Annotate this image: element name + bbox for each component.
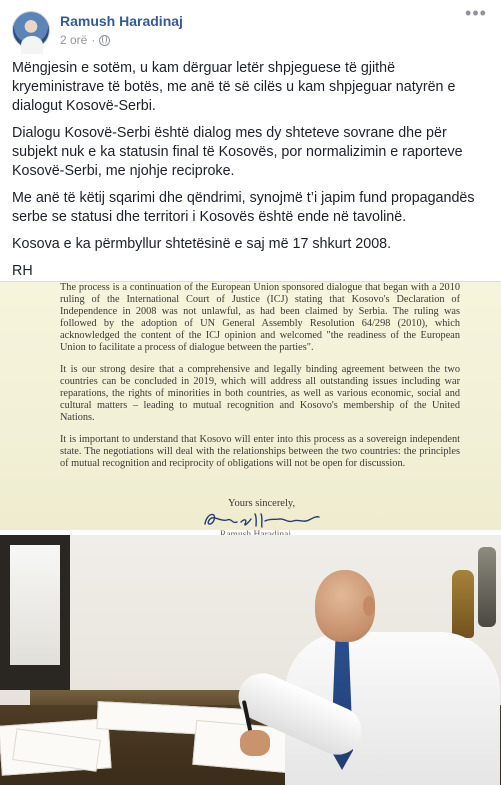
post-photo[interactable] bbox=[0, 535, 501, 785]
letter-paragraph: It is our strong desire that a comprehensive and legally binding agreement between the two countries can be concluded in 2019, which will address all outstanding issues including war reparations, the rights of minorities in both countries, as well as various economic, social and cultural matters – leading to mutual recognition and Kosovo's membership of the United Nations. bbox=[60, 364, 460, 423]
signature-image bbox=[201, 508, 325, 530]
letter-image[interactable] bbox=[0, 281, 501, 530]
post-paragraph: Me anë të këtij sqarimi dhe qëndrimi, synojmë t’i japim fund propagandës serbe se statusi dhe territori i Kosovës është ende në tavolinë. bbox=[12, 190, 475, 225]
letter-paragraph: The process is a continuation of the European Union sponsored dialogue that began with a 2010 ruling of the International Court of Justice (ICJ) stating that Kosovo's Declaration of Independence in 2008 was not unlawful, as had been claimed by Serbia. The ruling was followed by the adoption of UN General Assembly Resolution 64/298 (2010), which acknowledged the content of the ICJ opinion and welcomed "the readiness of the European Union to facilitate a process of dialogue between the parties". bbox=[60, 282, 460, 353]
post-paragraph: Kosova e ka përmbyllur shtetësinë e saj më 17 shkurt 2008. bbox=[12, 236, 392, 252]
author-name-link[interactable]: Ramush Haradinaj bbox=[60, 13, 183, 29]
more-options-icon[interactable]: ••• bbox=[465, 3, 487, 23]
post-header bbox=[0, 0, 501, 56]
meta-separator: · bbox=[91, 33, 96, 47]
post-paragraph: RH bbox=[12, 263, 33, 279]
post-paragraph: Mëngjesin e sotëm, u kam dërguar letër shpjeguese të gjithë kryeministrave të botës, me anë të së cilës u kam shpjeguar natyrën e dialogut Kosovë-Serbi. bbox=[12, 60, 456, 114]
photo-window bbox=[0, 535, 70, 690]
letter-body bbox=[60, 282, 460, 480]
letter-paragraph: It is important to understand that Kosovo will enter into this process as a sovereign independent state. The negotiations will deal with the relationships between the two countries: the principles of mutual recognition and reciprocity of obligations will not be open for discussion. bbox=[60, 434, 460, 469]
post-text bbox=[12, 59, 490, 289]
author-avatar[interactable] bbox=[12, 11, 50, 49]
post-meta bbox=[60, 33, 110, 47]
letter-closing: Yours sincerely, bbox=[228, 498, 296, 509]
post-paragraph: Dialogu Kosovë-Serbi është dialog mes dy shteteve sovrane dhe për subjekt nuk e ka statusin final të Kosovës, por normalizimin e raporteve Kosovë-Serbi, me njohje reciproke. bbox=[12, 125, 463, 179]
post-timestamp[interactable]: 2 orë bbox=[60, 33, 88, 47]
globe-icon[interactable] bbox=[99, 35, 110, 46]
photo-person bbox=[275, 570, 500, 785]
